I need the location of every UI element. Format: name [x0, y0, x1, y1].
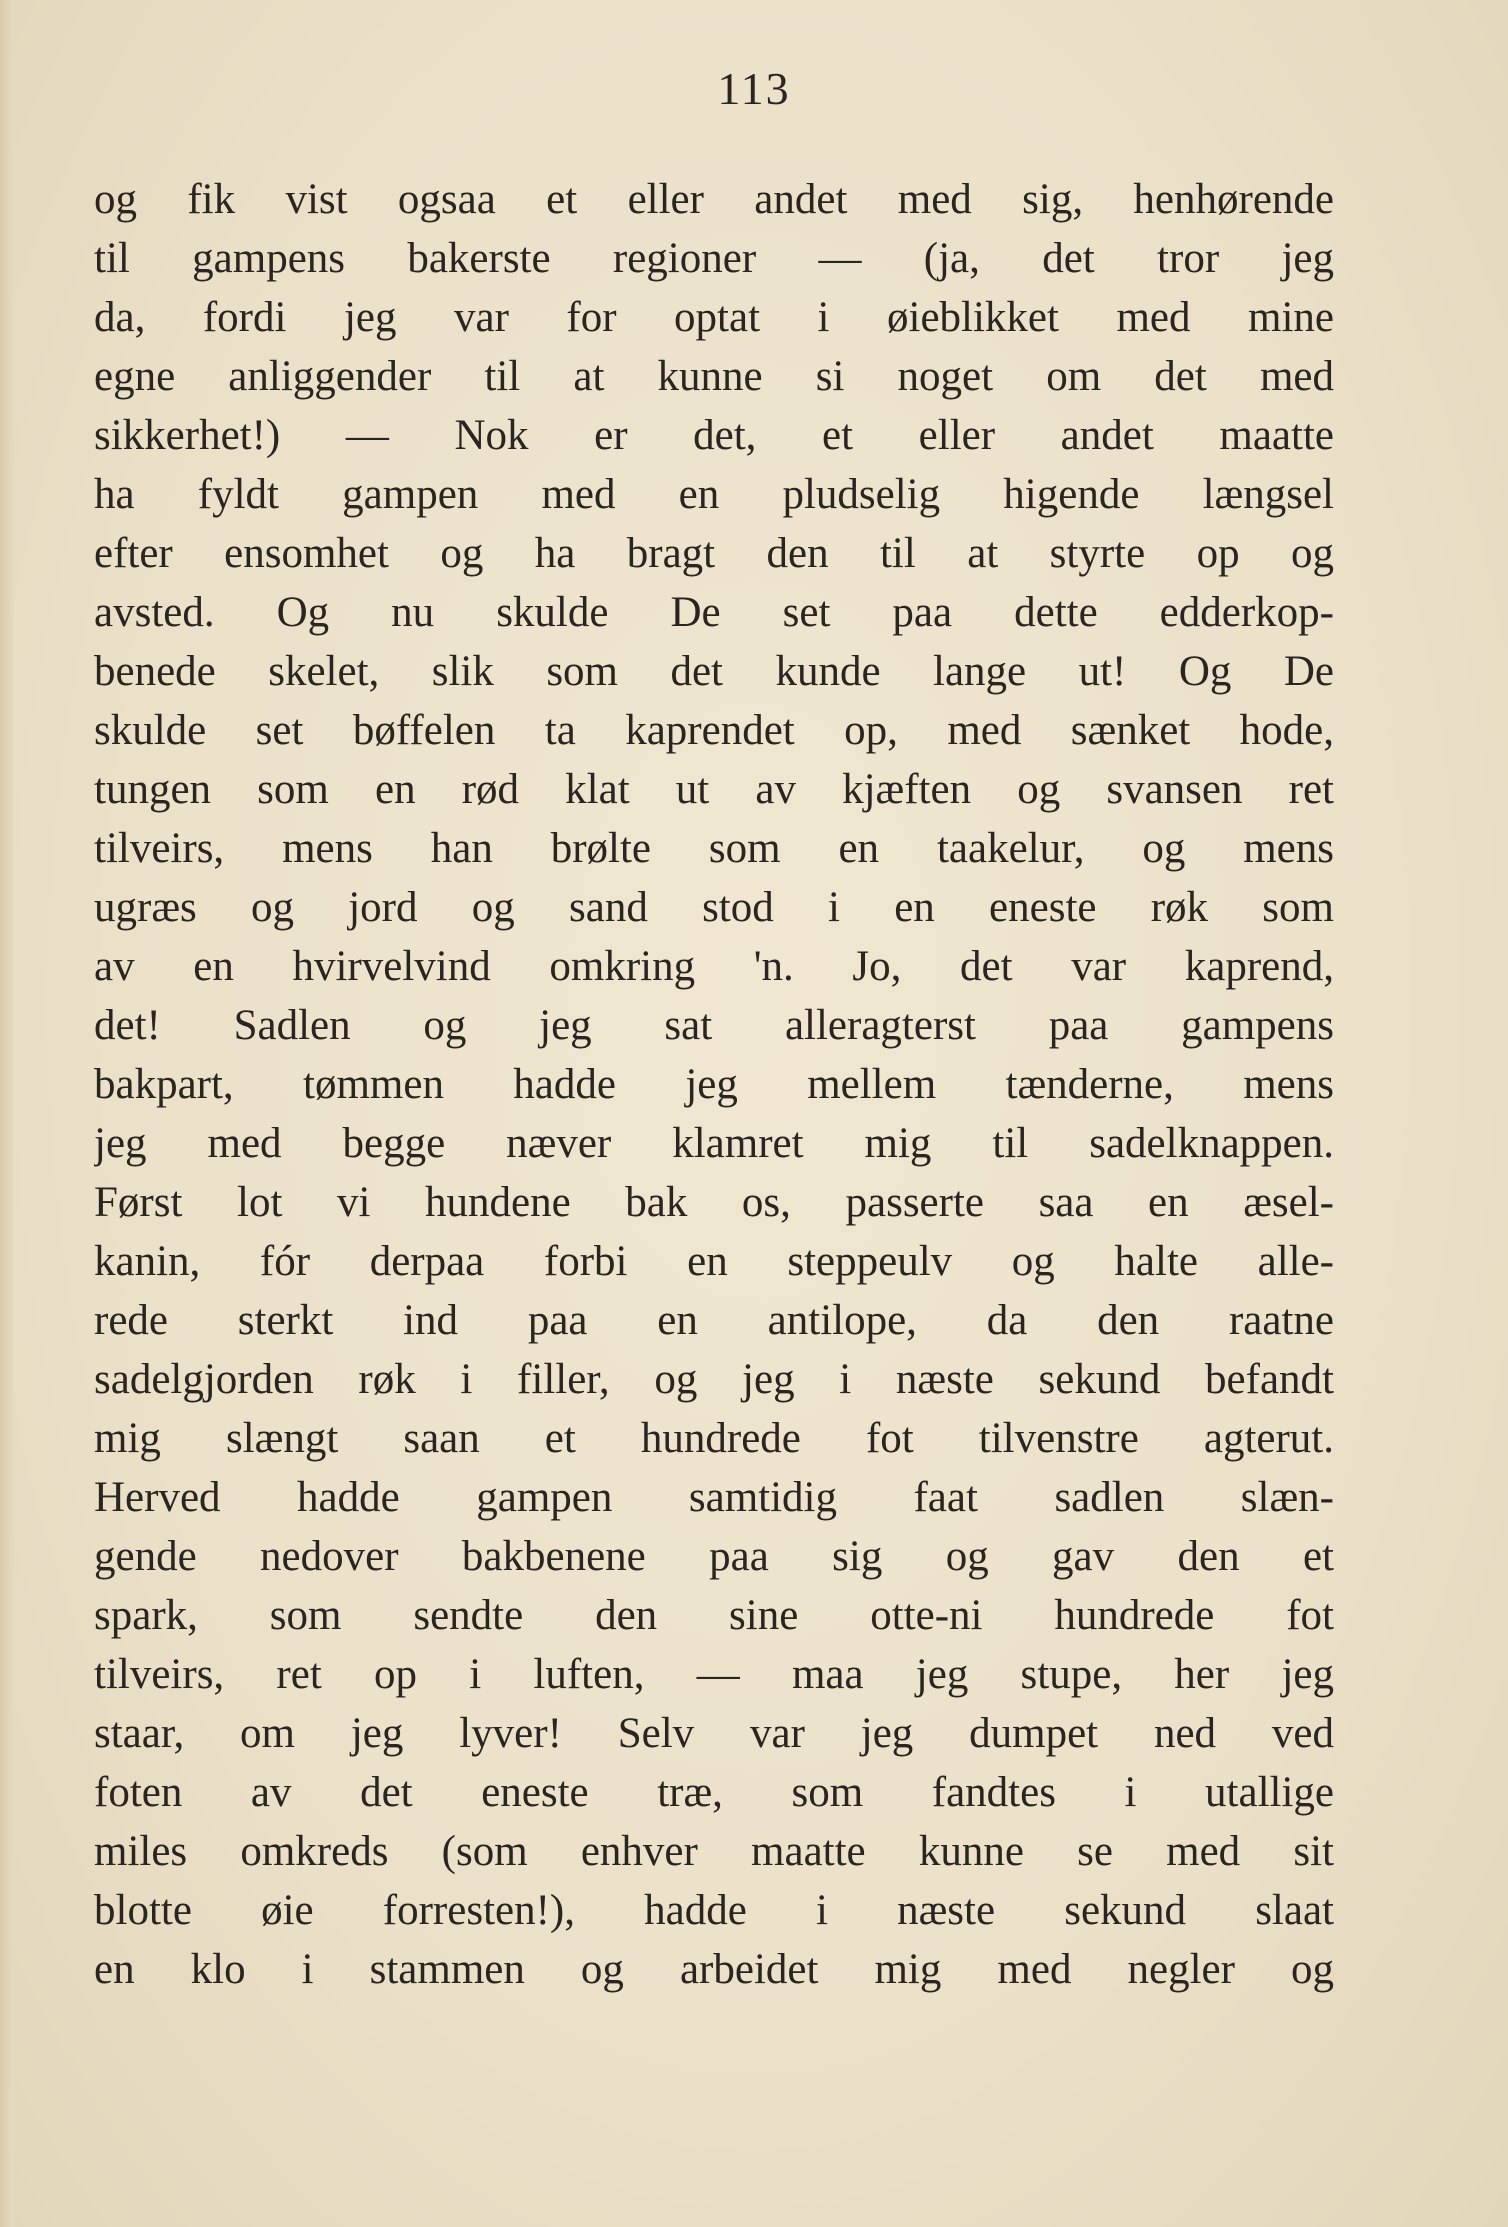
text-line: skulde set bøffelen ta kaprendet op, med sænket hode,	[94, 707, 1334, 754]
text-line: gende nedover bakbenene paa sig og gav den et	[94, 1533, 1334, 1580]
body-text	[94, 170, 1334, 1999]
text-line: staar, om jeg lyver! Selv var jeg dumpet ned ved	[94, 1710, 1334, 1757]
text-line: kanin, fór derpaa forbi en steppeulv og halte alle-	[94, 1238, 1334, 1285]
text-line: sikkerhet!) — Nok er det, et eller andet maatte	[94, 412, 1334, 459]
text-line: sadelgjorden røk i filler, og jeg i næste sekund befandt	[94, 1356, 1334, 1403]
text-line: egne anliggender til at kunne si noget om det med	[94, 353, 1334, 400]
text-line: tilveirs, mens han brølte som en taakelur, og mens	[94, 825, 1334, 872]
text-line: mig slængt saan et hundrede fot tilvenstre agterut.	[94, 1415, 1334, 1462]
text-line: til gampens bakerste regioner — (ja, det tror jeg	[94, 235, 1334, 282]
text-line: blotte øie forresten!), hadde i næste sekund slaat	[94, 1887, 1334, 1934]
text-line: og fik vist ogsaa et eller andet med sig, henhørende	[94, 176, 1334, 223]
text-line: spark, som sendte den sine otte-ni hundrede fot	[94, 1592, 1334, 1639]
page-number: 113	[717, 63, 791, 114]
text-line: det! Sadlen og jeg sat alleragterst paa gampens	[94, 1002, 1334, 1049]
text-line: miles omkreds (som enhver maatte kunne se med sit	[94, 1828, 1334, 1875]
text-line: Herved hadde gampen samtidig faat sadlen slæn-	[94, 1474, 1334, 1521]
text-line: efter ensomhet og ha bragt den til at styrte op og	[94, 530, 1334, 577]
text-line: da, fordi jeg var for optat i øieblikket med mine	[94, 294, 1334, 341]
text-line: Først lot vi hundene bak os, passerte saa en æsel-	[94, 1179, 1334, 1226]
text-line: foten av det eneste træ, som fandtes i utallige	[94, 1769, 1334, 1816]
text-line: avsted. Og nu skulde De set paa dette edderkop-	[94, 589, 1334, 636]
text-line: rede sterkt ind paa en antilope, da den raatne	[94, 1297, 1334, 1344]
text-line: tilveirs, ret op i luften, — maa jeg stupe, her jeg	[94, 1651, 1334, 1698]
text-line: tungen som en rød klat ut av kjæften og svansen ret	[94, 766, 1334, 813]
text-line: av en hvirvelvind omkring 'n. Jo, det var kaprend,	[94, 943, 1334, 990]
text-line: en klo i stammen og arbeidet mig med negler og	[94, 1946, 1334, 1993]
page-edge	[0, 0, 14, 2227]
text-line: ugræs og jord og sand stod i en eneste røk som	[94, 884, 1334, 931]
text-line: benede skelet, slik som det kunde lange ut! Og De	[94, 648, 1334, 695]
text-line: ha fyldt gampen med en pludselig higende længsel	[94, 471, 1334, 518]
text-line: bakpart, tømmen hadde jeg mellem tænderne, mens	[94, 1061, 1334, 1108]
text-line: jeg med begge næver klamret mig til sadelknappen.	[94, 1120, 1334, 1167]
